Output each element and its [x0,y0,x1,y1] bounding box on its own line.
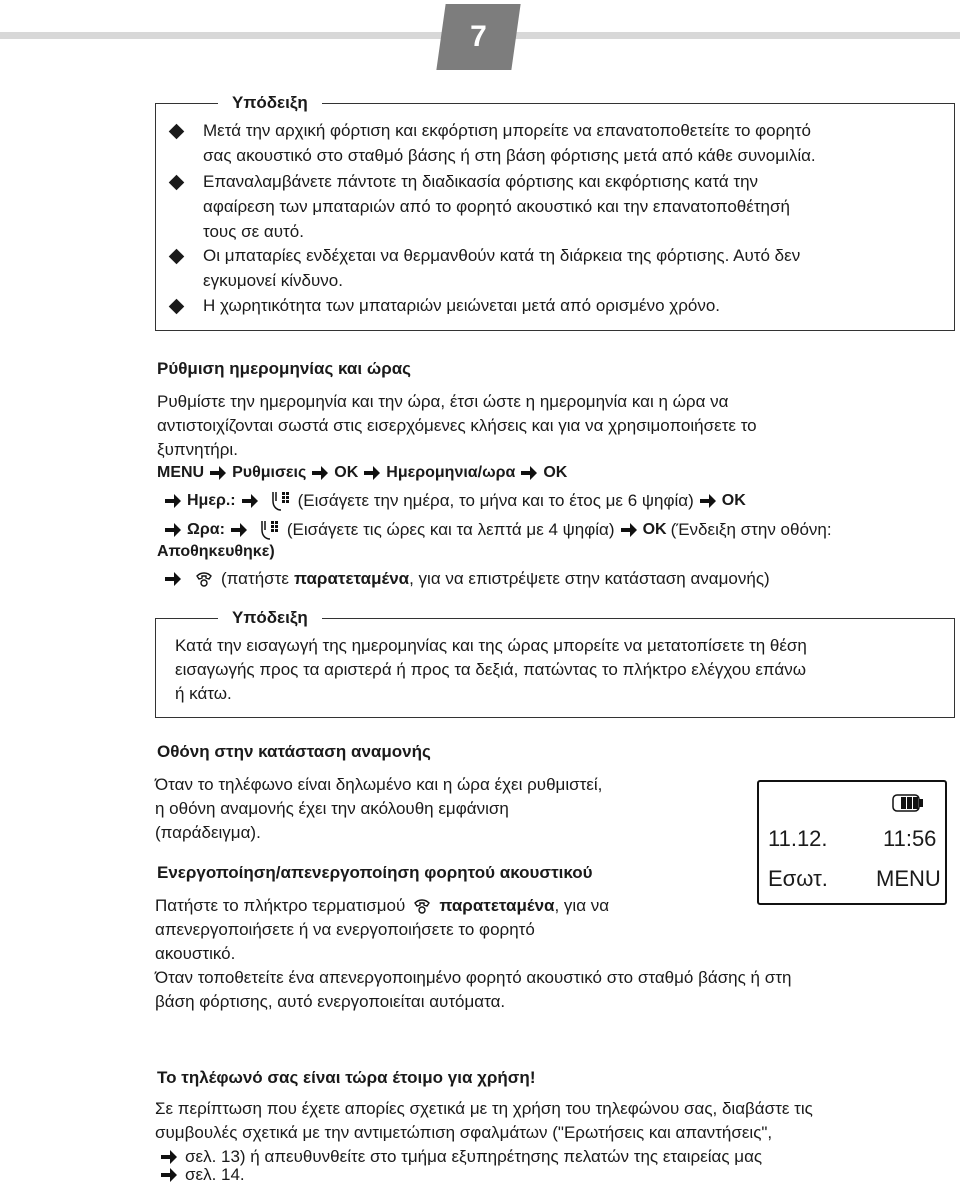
arrow-right-icon [161,1168,177,1182]
body-text [155,1145,762,1169]
arrow-right-icon [521,466,537,480]
tip-text: Κατά την εισαγωγή της ημερομηνίας και της ώρας μπορείτε να μετατοπίσετε τη θέση [175,636,807,655]
tip-text: εγκυμονεί κίνδυνο. [203,271,343,290]
tip-text: σας ακουστικό στο σταθμό βάσης ή στη βάση φόρτισης μετά από κάθε συνομιλία. [203,146,816,165]
body-text: συμβουλές σχετικά με την αντιμετώπιση σφαλμάτων ("Ερωτήσεις και απαντήσεις", [155,1123,773,1142]
section-heading-ready: Το τηλέφωνό σας είναι τώρα έτοιμο για χρήση! [157,1068,536,1087]
display-internal-softkey: Εσωτ. [768,866,828,891]
tip-text: εισαγωγής προς τα αριστερά ή προς τα δεξιά, πατώντας το πλήκτρο ελέγχου επάνω [175,660,807,679]
end-step-text: (πατήστε [221,569,289,588]
body-text: Όταν τοποθετείτε ένα απενεργοποιημένο φορητό ακουστικό στο σταθμό βάσης ή στη [155,968,792,987]
body-text: η οθόνη αναμονής έχει την ακόλουθη εμφάνιση [155,799,509,818]
body-text: αντιστοιχίζονται σωστά στις εισερχόμενες κλήσεις και για να χρησιμοποιήσετε το [157,416,757,435]
keypad-icon [259,519,281,541]
section-heading-power: Ενεργοποίηση/απενεργοποίηση φορητού ακουστικού [157,863,593,882]
end-call-key-icon [413,897,431,915]
ok-key: OK [543,464,568,481]
time-label: Ωρα: [187,521,225,538]
end-step-text: , για να επιστρέψετε στην κατάσταση αναμονής) [409,569,770,588]
body-text: Ρυθμίστε την ημερομηνία και την ώρα, έτσι ώστε η ημερομηνία και η ώρα να [157,392,729,411]
menu-path [157,462,567,484]
body-text [155,1163,245,1187]
time-instruction: (Εισάγετε τις ώρες και τα λεπτά με 4 ψηφία) [286,520,615,539]
ok-key: OK [642,521,667,538]
body-text: βάση φόρτισης, αυτό ενεργοποιείται αυτόματα. [155,992,506,1011]
tip-text: αφαίρεση των μπαταριών από το φορητό ακουστικό και την επανατοποθέτησή [203,197,790,216]
idle-display-example [757,780,947,905]
date-step [157,490,746,512]
tip-text: Επαναλαμβάνετε πάντοτε τη διαδικασία φόρτισης και εκφόρτισης κατά την [203,172,759,191]
tip-text: Η χωρητικότητα των μπαταριών μειώνεται μετά από ορισμένο χρόνο. [203,296,720,315]
date-instruction: (Εισάγετε την ημέρα, το μήνα και το έτος με 6 ψηφία) [297,491,694,510]
page-reference-text: σελ. 14. [185,1165,245,1184]
tip-title: Υπόδειξη [218,92,322,114]
body-text: ακουστικό. [155,944,236,963]
menu-key: MENU [157,464,205,481]
arrow-right-icon [210,466,226,480]
display-menu-softkey: MENU [876,866,941,891]
tip-title: Υπόδειξη [218,607,322,629]
body-text: ξυπνητήρι. [157,440,238,459]
date-label: Ημερ.: [187,492,236,509]
page-number: 7 [470,20,487,53]
body-text: Όταν το τηλέφωνο είναι δηλωμένο και η ώρα έχει ρυθμιστεί, [155,775,603,794]
saved-message: Αποθηκευθηκε) [157,543,275,560]
keypad-icon [270,490,292,512]
ok-key: OK [721,492,746,509]
tip-text: Μετά την αρχική φόρτιση και εκφόρτιση μπορείτε να επανατοποθετείτε το φορητό [203,121,811,140]
battery-full-icon [892,794,926,812]
end-step-emphasis: παρατεταμένα [293,569,410,588]
tip-text: τους σε αυτό. [203,222,304,241]
tip-text: Οι μπαταρίες ενδέχεται να θερμανθούν κατά τη διάρκεια της φόρτισης. Αυτό δεν [203,246,801,265]
arrow-right-icon [165,572,181,586]
end-step [157,568,770,590]
body-text: Σε περίπτωση που έχετε απορίες σχετικά με τη χρήση του τηλεφώνου σας, διαβάστε τις [155,1099,813,1118]
display-note: (Ένδειξη στην οθόνη: [670,520,832,539]
power-text: , για να [554,896,610,915]
arrow-right-icon [312,466,328,480]
tip-text: ή κάτω. [175,684,232,703]
display-time: 11:56 [883,826,937,851]
page-reference-text: σελ. 13) ή απευθυνθείτε στο τμήμα εξυπηρέτησης πελατών της εταιρείας μας [185,1147,763,1166]
arrow-right-icon [364,466,380,480]
arrow-right-icon [621,523,637,537]
body-text [155,894,609,918]
arrow-right-icon [231,523,247,537]
menu-item-datetime: Ημερομηνια/ωρα [386,464,516,481]
power-text: Πατήστε το πλήκτρο τερματισμού [155,896,406,915]
menu-item-settings: Ρυθμισεις [232,464,307,481]
arrow-right-icon [161,1150,177,1164]
arrow-right-icon [165,523,181,537]
display-date: 11.12. [768,826,828,851]
ok-key: OK [334,464,359,481]
time-step [157,519,832,541]
arrow-right-icon [165,494,181,508]
section-heading-datetime: Ρύθμιση ημερομηνίας και ώρας [157,359,411,378]
body-text: (παράδειγμα). [155,823,261,842]
power-emphasis: παρατεταμένα [439,896,555,915]
body-text: απενεργοποιήσετε ή να ενεργοποιήσετε το φορητό [155,920,535,939]
arrow-right-icon [700,494,716,508]
section-heading-idle: Οθόνη στην κατάσταση αναμονής [157,742,431,761]
arrow-right-icon [242,494,258,508]
end-call-key-icon [195,570,213,588]
